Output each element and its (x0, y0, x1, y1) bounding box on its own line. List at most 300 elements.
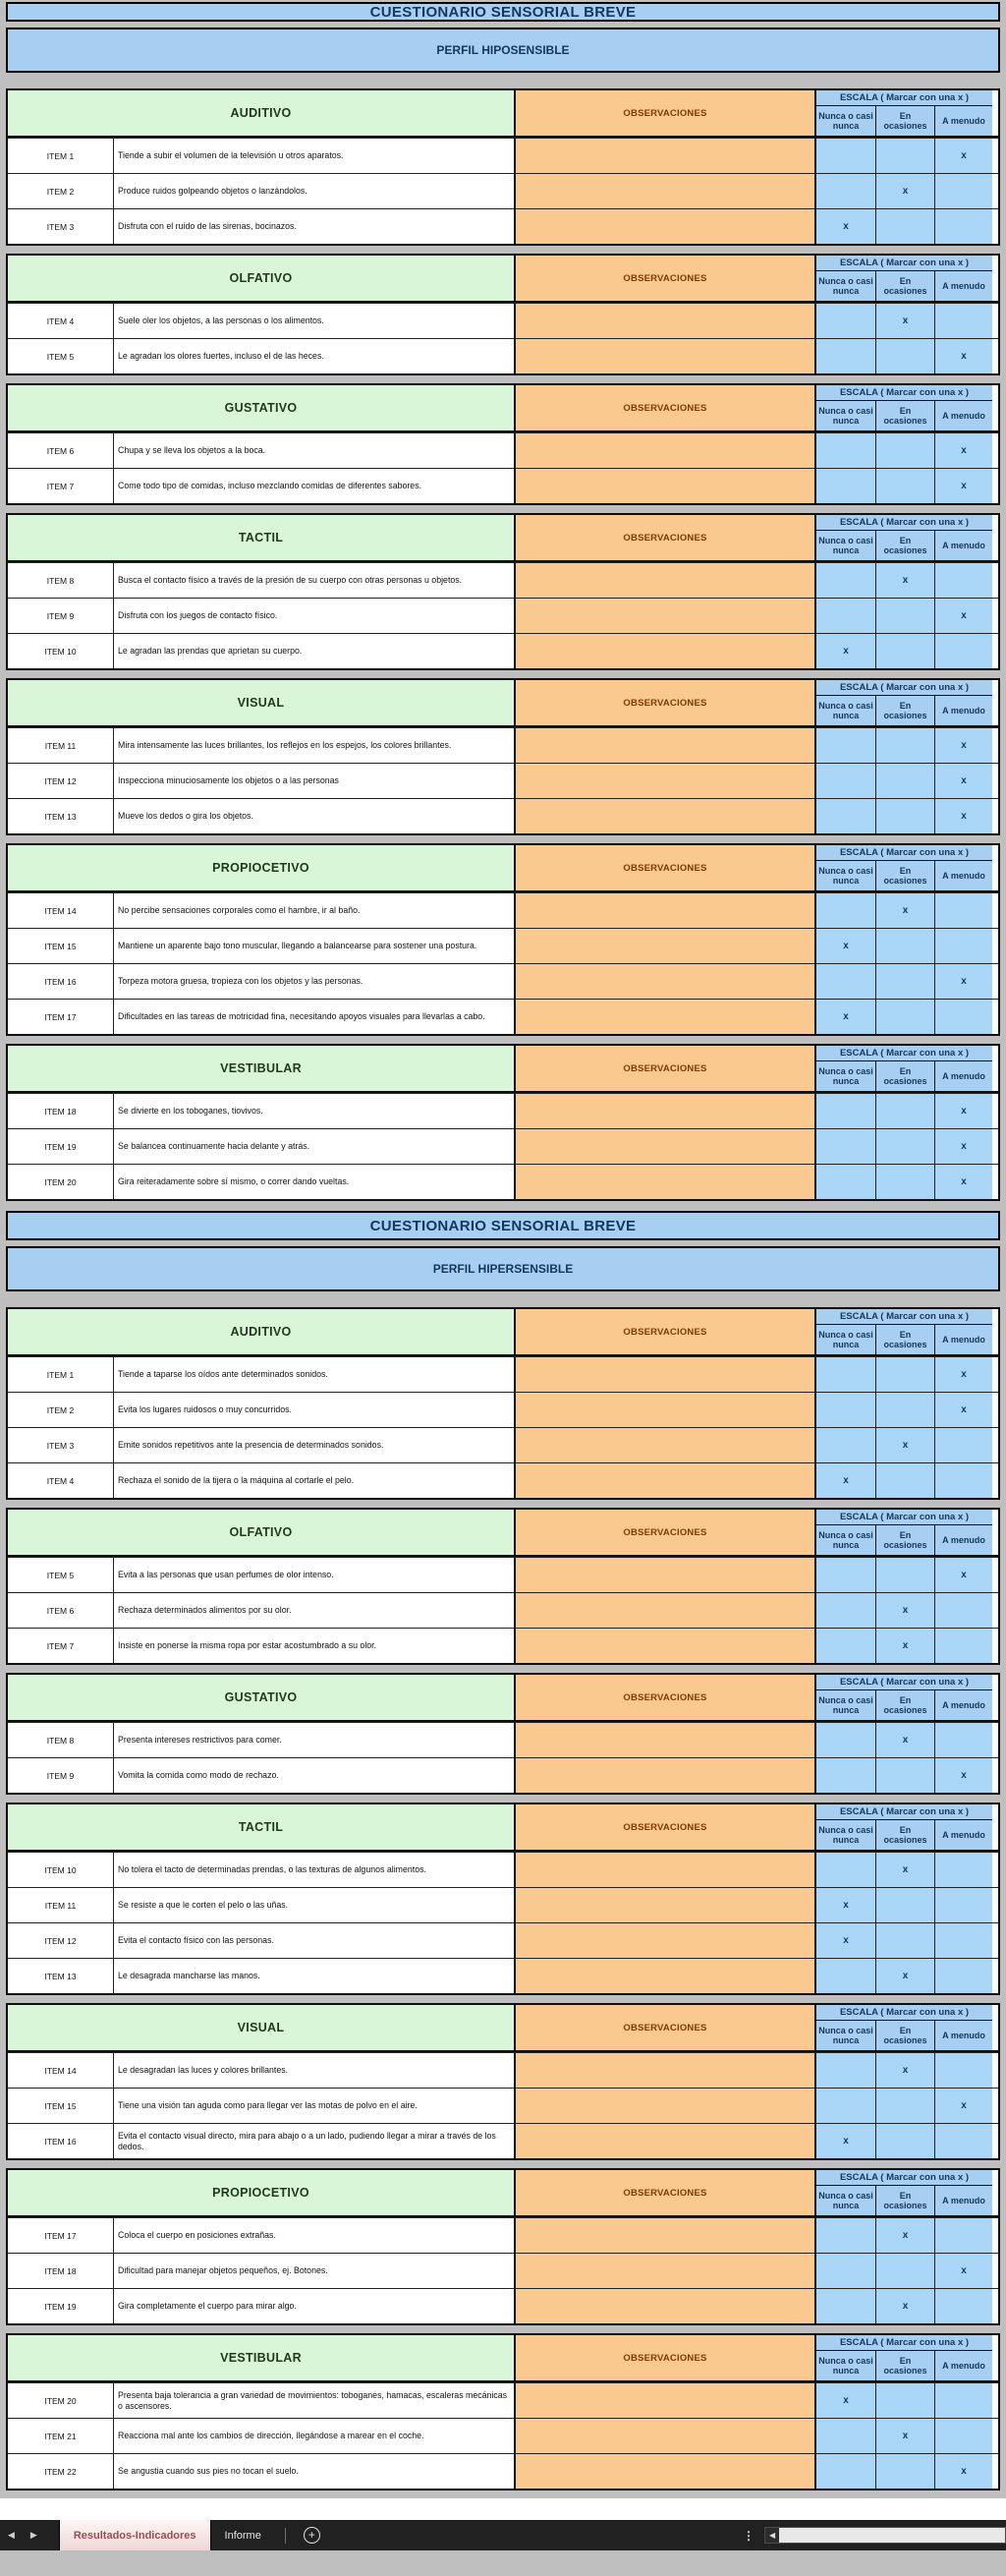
scale-cell-nunca-o-casi-nunca[interactable] (814, 174, 875, 208)
category-header: AUDITIVO (8, 90, 514, 136)
x-mark: x (961, 481, 967, 491)
item-id-cell: ITEM 15 (8, 2089, 113, 2123)
scale-col-label-a-menudo: A menudo (934, 2186, 992, 2215)
scale-cell-a-menudo[interactable] (934, 2289, 992, 2323)
observations-cell[interactable] (514, 2089, 814, 2123)
item-row (8, 763, 998, 798)
item-row (8, 1093, 998, 1128)
scale-cell-a-menudo[interactable] (934, 469, 992, 503)
observations-cell[interactable] (514, 599, 814, 633)
scale-cell-nunca-o-casi-nunca[interactable] (814, 2383, 875, 2418)
observations-cell[interactable] (514, 728, 814, 763)
scale-cell-nunca-o-casi-nunca[interactable] (814, 1428, 875, 1462)
scale-cell-en-ocasiones[interactable] (875, 1558, 934, 1592)
observations-cell[interactable] (514, 1853, 814, 1887)
scale-header: ESCALA ( Marcar con una x ) (814, 2170, 992, 2186)
observations-cell[interactable] (514, 139, 814, 173)
x-mark: x (843, 1475, 849, 1486)
item-id-cell: ITEM 13 (8, 1959, 113, 1993)
scale-cell-nunca-o-casi-nunca[interactable] (814, 929, 875, 963)
sheet-nav-left-icon[interactable]: ◀ (8, 2530, 15, 2540)
x-mark: x (961, 2466, 967, 2477)
observations-cell[interactable] (514, 1094, 814, 1128)
scale-cell-en-ocasiones[interactable] (875, 2254, 934, 2288)
item-text-cell: Suele oler los objetos, a las personas o los alimentos. (113, 304, 514, 338)
observations-header: OBSERVACIONES (514, 1675, 814, 1720)
item-id-cell: ITEM 1 (8, 139, 113, 173)
scale-cell-en-ocasiones[interactable] (875, 1094, 934, 1128)
item-id-cell: ITEM 14 (8, 893, 113, 928)
sheet-tab-bar (0, 2520, 1006, 2550)
scale-cell-en-ocasiones[interactable] (875, 1923, 934, 1958)
scale-cell-nunca-o-casi-nunca[interactable] (814, 563, 875, 598)
category-header-row (8, 1510, 998, 1557)
scale-cell-en-ocasiones[interactable] (875, 1463, 934, 1498)
scale-cell-en-ocasiones[interactable] (875, 1428, 934, 1462)
item-id-cell: ITEM 4 (8, 1463, 113, 1498)
scale-header: ESCALA ( Marcar con una x ) (814, 385, 992, 401)
observations-header: OBSERVACIONES (514, 2005, 814, 2050)
item-row (8, 173, 998, 208)
observations-cell[interactable] (514, 339, 814, 373)
scale-cell-a-menudo[interactable] (934, 964, 992, 999)
x-mark: x (843, 1935, 849, 1946)
item-row (8, 798, 998, 833)
scale-cell-a-menudo[interactable] (934, 563, 992, 598)
scale-cell-a-menudo[interactable] (934, 1428, 992, 1462)
scale-cell-a-menudo[interactable] (934, 1129, 992, 1164)
scale-cell-nunca-o-casi-nunca[interactable] (814, 2289, 875, 2323)
scale-col-label-a-menudo: A menudo (934, 2351, 992, 2380)
scale-cell-a-menudo[interactable] (934, 1853, 992, 1887)
item-row (8, 2123, 998, 2158)
scale-cell-en-ocasiones[interactable] (875, 563, 934, 598)
item-id-cell: ITEM 21 (8, 2419, 113, 2453)
observations-header: OBSERVACIONES (514, 1046, 814, 1091)
item-text-cell: Le agradan las prendas que aprietan su cuerpo. (113, 634, 514, 668)
item-text-cell: Inspecciona minuciosamente los objetos o a las personas (113, 764, 514, 798)
scale-cell-nunca-o-casi-nunca[interactable] (814, 1923, 875, 1958)
scale-cell-a-menudo[interactable] (934, 929, 992, 963)
observations-cell[interactable] (514, 433, 814, 468)
scale-cell-a-menudo[interactable] (934, 799, 992, 833)
scale-cell-a-menudo[interactable] (934, 1393, 992, 1427)
scale-cell-en-ocasiones[interactable] (875, 764, 934, 798)
scale-col-label-a-menudo: A menudo (934, 1525, 992, 1555)
item-row (8, 1592, 998, 1628)
scale-cell-en-ocasiones[interactable] (875, 1888, 934, 1922)
scale-cell-nunca-o-casi-nunca[interactable] (814, 1000, 875, 1034)
scale-cell-a-menudo[interactable] (934, 1000, 992, 1034)
item-text-cell: Evita los lugares ruidosos o muy concurridos. (113, 1393, 514, 1427)
scale-header: ESCALA ( Marcar con una x ) (814, 1309, 992, 1325)
observations-cell[interactable] (514, 964, 814, 999)
scale-cell-en-ocasiones[interactable] (875, 1629, 934, 1663)
item-row (8, 1557, 998, 1592)
scale-cell-a-menudo[interactable] (934, 1923, 992, 1958)
item-row (8, 2418, 998, 2453)
observations-cell[interactable] (514, 1959, 814, 1993)
item-text-cell: Dificultades en las tareas de motricidad fina, necesitando apoyos visuales para llevarlas a cabo. (113, 1000, 514, 1034)
scale-cell-a-menudo[interactable] (934, 2454, 992, 2489)
scale-cell-en-ocasiones[interactable] (875, 599, 934, 633)
scale-cell-en-ocasiones[interactable] (875, 1165, 934, 1199)
scale-cell-nunca-o-casi-nunca[interactable] (814, 469, 875, 503)
observations-cell[interactable] (514, 1165, 814, 1199)
scale-cell-nunca-o-casi-nunca[interactable] (814, 1959, 875, 1993)
scale-header: ESCALA ( Marcar con una x ) (814, 515, 992, 531)
item-id-cell: ITEM 1 (8, 1357, 113, 1392)
scale-col-label-en-ocasiones: En ocasiones (875, 861, 934, 890)
scale-header: ESCALA ( Marcar con una x ) (814, 1510, 992, 1525)
scale-cell-nunca-o-casi-nunca[interactable] (814, 2053, 875, 2088)
scroll-left-icon[interactable]: ◀ (765, 2528, 779, 2543)
scale-cell-nunca-o-casi-nunca[interactable] (814, 764, 875, 798)
scale-col-label-en-ocasiones: En ocasiones (875, 1325, 934, 1354)
scale-cell-en-ocasiones[interactable] (875, 304, 934, 338)
questionnaire-sections (4, 2, 1002, 2490)
scale-cell-nunca-o-casi-nunca[interactable] (814, 1558, 875, 1592)
scale-cell-a-menudo[interactable] (934, 1463, 992, 1498)
scale-cell-a-menudo[interactable] (934, 728, 992, 763)
item-id-cell: ITEM 9 (8, 1758, 113, 1793)
category-header-row (8, 2335, 998, 2382)
more-options-icon[interactable]: ⋮ (743, 2528, 754, 2543)
scale-cell-a-menudo[interactable] (934, 764, 992, 798)
scale-col-label-nunca-o-casi-nunca: Nunca o casi nunca (814, 1525, 875, 1555)
scale-col-label-en-ocasiones: En ocasiones (875, 271, 934, 301)
observations-cell[interactable] (514, 2383, 814, 2418)
scale-header: ESCALA ( Marcar con una x ) (814, 1804, 992, 1820)
scale-cell-en-ocasiones[interactable] (875, 1723, 934, 1757)
scale-cell-en-ocasiones[interactable] (875, 2383, 934, 2418)
scale-cell-nunca-o-casi-nunca[interactable] (814, 139, 875, 173)
scale-cell-en-ocasiones[interactable] (875, 799, 934, 833)
observations-cell[interactable] (514, 634, 814, 668)
scale-header: ESCALA ( Marcar con una x ) (814, 1675, 992, 1690)
observations-cell[interactable] (514, 563, 814, 598)
observations-cell[interactable] (514, 799, 814, 833)
observations-cell[interactable] (514, 469, 814, 503)
observations-cell[interactable] (514, 304, 814, 338)
scale-cell-a-menudo[interactable] (934, 304, 992, 338)
item-text-cell: Tiende a taparse los oídos ante determinados sonidos. (113, 1357, 514, 1392)
category-header-row (8, 515, 998, 562)
scale-cell-a-menudo[interactable] (934, 2254, 992, 2288)
item-row (8, 598, 998, 633)
observations-cell[interactable] (514, 2419, 814, 2453)
category-header-row (8, 845, 998, 892)
item-row (8, 1164, 998, 1199)
x-mark: x (961, 811, 967, 822)
scale-cell-nunca-o-casi-nunca[interactable] (814, 599, 875, 633)
scale-cell-nunca-o-casi-nunca[interactable] (814, 2454, 875, 2489)
x-mark: x (902, 315, 909, 326)
scale-cell-en-ocasiones[interactable] (875, 1000, 934, 1034)
scale-cell-a-menudo[interactable] (934, 1723, 992, 1757)
scale-cell-nunca-o-casi-nunca[interactable] (814, 1853, 875, 1887)
observations-cell[interactable] (514, 1923, 814, 1958)
scale-cell-en-ocasiones[interactable] (875, 209, 934, 244)
item-id-cell: ITEM 15 (8, 929, 113, 963)
item-text-cell: Se angustia cuando sus pies no tocan el suelo. (113, 2454, 514, 2489)
observations-header: OBSERVACIONES (514, 1804, 814, 1850)
scale-col-label-en-ocasiones: En ocasiones (875, 2186, 934, 2215)
observations-cell[interactable] (514, 1758, 814, 1793)
item-text-cell: Tiende a subir el volumen de la televisión u otros aparatos. (113, 139, 514, 173)
item-id-cell: ITEM 3 (8, 209, 113, 244)
scale-cell-a-menudo[interactable] (934, 209, 992, 244)
scale-cell-en-ocasiones[interactable] (875, 2289, 934, 2323)
observations-cell[interactable] (514, 1558, 814, 1592)
scale-header: ESCALA ( Marcar con una x ) (814, 2335, 992, 2351)
scale-cell-a-menudo[interactable] (934, 599, 992, 633)
category-header: GUSTATIVO (8, 385, 514, 430)
add-sheet-button[interactable]: + (304, 2527, 320, 2544)
scale-cell-nunca-o-casi-nunca[interactable] (814, 2218, 875, 2253)
scale-cell-nunca-o-casi-nunca[interactable] (814, 304, 875, 338)
observations-cell[interactable] (514, 2454, 814, 2489)
scale-cell-en-ocasiones[interactable] (875, 1129, 934, 1164)
item-row (8, 2217, 998, 2253)
scale-col-label-en-ocasiones: En ocasiones (875, 696, 934, 725)
item-id-cell: ITEM 12 (8, 764, 113, 798)
scale-col-label-nunca-o-casi-nunca: Nunca o casi nunca (814, 401, 875, 430)
scale-col-label-nunca-o-casi-nunca: Nunca o casi nunca (814, 1061, 875, 1091)
category-header-row (8, 680, 998, 727)
scale-col-label-a-menudo: A menudo (934, 2021, 992, 2050)
category-block-auditivo (6, 88, 1000, 246)
scale-cell-en-ocasiones[interactable] (875, 964, 934, 999)
scale-cell-a-menudo[interactable] (934, 174, 992, 208)
observations-cell[interactable] (514, 929, 814, 963)
observations-cell[interactable] (514, 2218, 814, 2253)
item-row (8, 999, 998, 1034)
observations-cell[interactable] (514, 1129, 814, 1164)
scale-cell-a-menudo[interactable] (934, 2089, 992, 2123)
observations-cell[interactable] (514, 1593, 814, 1628)
scale-cell-en-ocasiones[interactable] (875, 2124, 934, 2158)
x-mark: x (902, 575, 909, 586)
item-id-cell: ITEM 19 (8, 2289, 113, 2323)
item-text-cell: Insiste en ponerse la misma ropa por estar acostumbrado a su olor. (113, 1629, 514, 1663)
x-mark: x (902, 1640, 909, 1651)
scale-cell-nunca-o-casi-nunca[interactable] (814, 799, 875, 833)
scale-cell-a-menudo[interactable] (934, 2218, 992, 2253)
category-header-row (8, 1309, 998, 1356)
scale-cell-nunca-o-casi-nunca[interactable] (814, 1723, 875, 1757)
item-row (8, 1852, 998, 1887)
item-row (8, 1958, 998, 1993)
scale-cell-nunca-o-casi-nunca[interactable] (814, 1888, 875, 1922)
scale-col-label-nunca-o-casi-nunca: Nunca o casi nunca (814, 1325, 875, 1354)
item-text-cell: Evita el contacto físico con las personas. (113, 1923, 514, 1958)
observations-header: OBSERVACIONES (514, 385, 814, 430)
scale-cell-a-menudo[interactable] (934, 893, 992, 928)
scale-cell-a-menudo[interactable] (934, 1165, 992, 1199)
scale-cell-en-ocasiones[interactable] (875, 2454, 934, 2489)
item-text-cell: Se resiste a que le corten el pelo o las uñas. (113, 1888, 514, 1922)
x-mark: x (902, 2065, 909, 2076)
scale-cell-nunca-o-casi-nunca[interactable] (814, 1463, 875, 1498)
scale-cell-a-menudo[interactable] (934, 2053, 992, 2088)
x-mark: x (902, 2230, 909, 2241)
scale-cell-en-ocasiones[interactable] (875, 1853, 934, 1887)
scale-cell-en-ocasiones[interactable] (875, 139, 934, 173)
scale-col-label-nunca-o-casi-nunca: Nunca o casi nunca (814, 2021, 875, 2050)
x-mark: x (843, 1900, 849, 1911)
scale-col-label-nunca-o-casi-nunca: Nunca o casi nunca (814, 861, 875, 890)
observations-cell[interactable] (514, 893, 814, 928)
item-row (8, 1887, 998, 1922)
scale-cell-nunca-o-casi-nunca[interactable] (814, 634, 875, 668)
item-text-cell: Come todo tipo de comidas, incluso mezclando comidas de diferentes sabores. (113, 469, 514, 503)
item-id-cell: ITEM 6 (8, 433, 113, 468)
scale-cell-en-ocasiones[interactable] (875, 2053, 934, 2088)
observations-cell[interactable] (514, 764, 814, 798)
scale-header: ESCALA ( Marcar con una x ) (814, 845, 992, 861)
scale-cell-nunca-o-casi-nunca[interactable] (814, 209, 875, 244)
scale-cell-a-menudo[interactable] (934, 139, 992, 173)
item-row (8, 208, 998, 244)
scale-col-label-a-menudo: A menudo (934, 861, 992, 890)
horizontal-scrollbar[interactable] (764, 2527, 1006, 2544)
observations-cell[interactable] (514, 174, 814, 208)
observations-header: OBSERVACIONES (514, 845, 814, 890)
observations-cell[interactable] (514, 1000, 814, 1034)
x-mark: x (961, 445, 967, 456)
scale-cell-en-ocasiones[interactable] (875, 433, 934, 468)
scale-cell-nunca-o-casi-nunca[interactable] (814, 2124, 875, 2158)
item-id-cell: ITEM 14 (8, 2053, 113, 2088)
category-header: TACTIL (8, 1804, 514, 1850)
scale-cell-nunca-o-casi-nunca[interactable] (814, 2089, 875, 2123)
item-row (8, 432, 998, 468)
scale-cell-a-menudo[interactable] (934, 1888, 992, 1922)
scale-cell-a-menudo[interactable] (934, 1629, 992, 1663)
scale-cell-nunca-o-casi-nunca[interactable] (814, 964, 875, 999)
scale-cell-nunca-o-casi-nunca[interactable] (814, 1094, 875, 1128)
scale-cell-a-menudo[interactable] (934, 1558, 992, 1592)
item-id-cell: ITEM 17 (8, 2218, 113, 2253)
scale-cell-a-menudo[interactable] (934, 2383, 992, 2418)
observations-header: OBSERVACIONES (514, 515, 814, 560)
scale-cell-nunca-o-casi-nunca[interactable] (814, 433, 875, 468)
observations-cell[interactable] (514, 2254, 814, 2288)
scale-cell-a-menudo[interactable] (934, 1094, 992, 1128)
observations-cell[interactable] (514, 209, 814, 244)
scale-cell-en-ocasiones[interactable] (875, 1357, 934, 1392)
category-block-gustativo (6, 383, 1000, 505)
scale-col-label-en-ocasiones: En ocasiones (875, 1061, 934, 1091)
scale-cell-nunca-o-casi-nunca[interactable] (814, 728, 875, 763)
scrollbar-thumb[interactable] (779, 2528, 1005, 2543)
observations-cell[interactable] (514, 2053, 814, 2088)
scale-cell-a-menudo[interactable] (934, 433, 992, 468)
scale-col-label-en-ocasiones: En ocasiones (875, 2351, 934, 2380)
sheet-nav-right-icon[interactable]: ▶ (29, 2530, 37, 2540)
scale-cell-en-ocasiones[interactable] (875, 634, 934, 668)
scale-cell-en-ocasiones[interactable] (875, 339, 934, 373)
sheet-tab-resultados-indicadores[interactable]: Resultados-Indicadores (59, 2520, 211, 2550)
scale-cell-a-menudo[interactable] (934, 1758, 992, 1793)
category-header-row (8, 1046, 998, 1093)
scale-col-label-nunca-o-casi-nunca: Nunca o casi nunca (814, 2186, 875, 2215)
scale-col-label-a-menudo: A menudo (934, 1690, 992, 1720)
scale-cell-en-ocasiones[interactable] (875, 469, 934, 503)
scale-cell-en-ocasiones[interactable] (875, 929, 934, 963)
item-row (8, 138, 998, 173)
scale-cell-en-ocasiones[interactable] (875, 1959, 934, 1993)
item-row (8, 892, 998, 928)
observations-cell[interactable] (514, 1428, 814, 1462)
scale-cell-en-ocasiones[interactable] (875, 728, 934, 763)
scale-cell-en-ocasiones[interactable] (875, 1758, 934, 1793)
scale-cell-a-menudo[interactable] (934, 339, 992, 373)
observations-cell[interactable] (514, 1629, 814, 1663)
x-mark: x (843, 1011, 849, 1022)
scale-cell-en-ocasiones[interactable] (875, 1393, 934, 1427)
item-text-cell: Le agradan los olores fuertes, incluso el de las heces. (113, 339, 514, 373)
scale-header: ESCALA ( Marcar con una x ) (814, 256, 992, 271)
observations-cell[interactable] (514, 2124, 814, 2158)
scale-cell-nunca-o-casi-nunca[interactable] (814, 1393, 875, 1427)
scale-cell-en-ocasiones[interactable] (875, 2218, 934, 2253)
sheet-tab-informe[interactable]: Informe (224, 2529, 261, 2542)
item-text-cell: Rechaza determinados alimentos por su olor. (113, 1593, 514, 1628)
observations-cell[interactable] (514, 1357, 814, 1392)
x-mark: x (961, 1176, 967, 1187)
item-id-cell: ITEM 5 (8, 339, 113, 373)
observations-cell[interactable] (514, 2289, 814, 2323)
scale-cell-en-ocasiones[interactable] (875, 893, 934, 928)
scale-cell-nunca-o-casi-nunca[interactable] (814, 1629, 875, 1663)
scale-cell-en-ocasiones[interactable] (875, 2089, 934, 2123)
observations-cell[interactable] (514, 1393, 814, 1427)
observations-cell[interactable] (514, 1888, 814, 1922)
scale-cell-en-ocasiones[interactable] (875, 2419, 934, 2453)
scale-cell-a-menudo[interactable] (934, 1959, 992, 1993)
scale-cell-nunca-o-casi-nunca[interactable] (814, 1593, 875, 1628)
x-mark: x (902, 1735, 909, 1746)
scale-cell-nunca-o-casi-nunca[interactable] (814, 339, 875, 373)
scale-cell-nunca-o-casi-nunca[interactable] (814, 1357, 875, 1392)
scale-cell-a-menudo[interactable] (934, 2419, 992, 2453)
scale-cell-a-menudo[interactable] (934, 1357, 992, 1392)
scale-cell-a-menudo[interactable] (934, 2124, 992, 2158)
scale-col-label-en-ocasiones: En ocasiones (875, 106, 934, 136)
scale-cell-a-menudo[interactable] (934, 634, 992, 668)
scale-cell-nunca-o-casi-nunca[interactable] (814, 1129, 875, 1164)
item-id-cell: ITEM 19 (8, 1129, 113, 1164)
empty-sheet-area[interactable] (0, 2498, 1006, 2520)
x-mark: x (961, 1141, 967, 1152)
x-mark: x (902, 1864, 909, 1875)
scale-cell-a-menudo[interactable] (934, 1593, 992, 1628)
item-text-cell: Produce ruidos golpeando objetos o lanzándolos. (113, 174, 514, 208)
scale-cell-nunca-o-casi-nunca[interactable] (814, 893, 875, 928)
x-mark: x (902, 186, 909, 197)
observations-cell[interactable] (514, 1463, 814, 1498)
scale-cell-nunca-o-casi-nunca[interactable] (814, 2419, 875, 2453)
scale-cell-nunca-o-casi-nunca[interactable] (814, 2254, 875, 2288)
observations-cell[interactable] (514, 1723, 814, 1757)
x-mark: x (843, 221, 849, 232)
scale-cell-en-ocasiones[interactable] (875, 174, 934, 208)
scale-cell-nunca-o-casi-nunca[interactable] (814, 1165, 875, 1199)
scale-cell-en-ocasiones[interactable] (875, 1593, 934, 1628)
scale-cell-nunca-o-casi-nunca[interactable] (814, 1758, 875, 1793)
